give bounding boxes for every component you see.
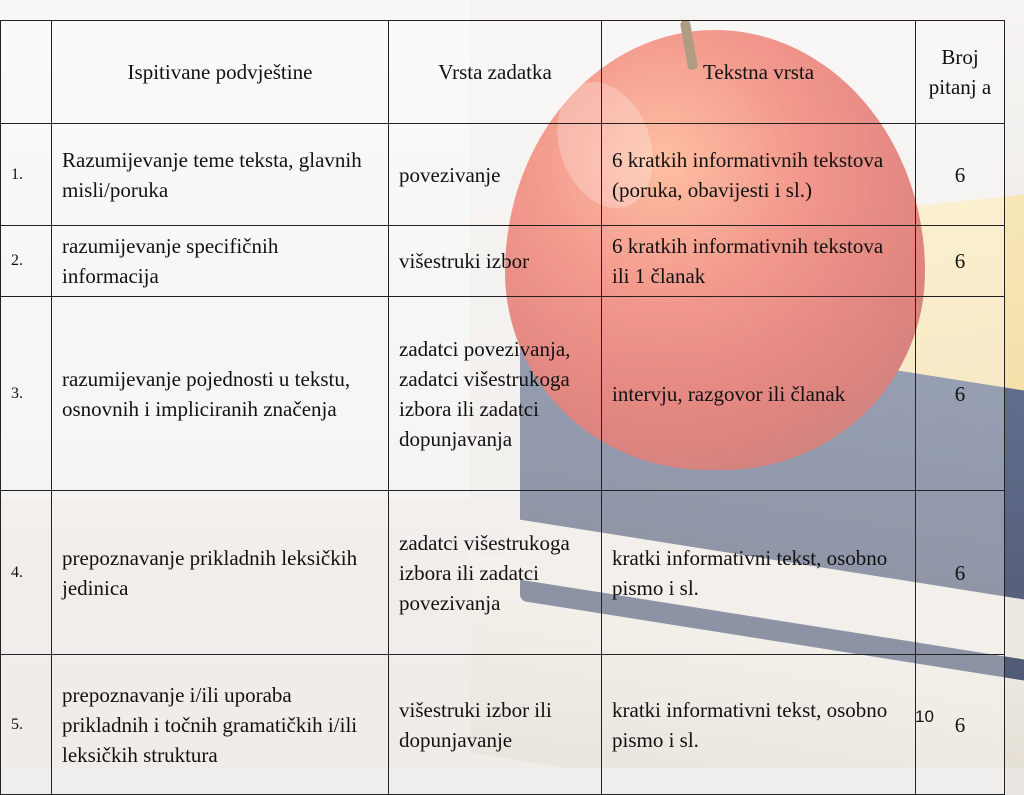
row-text-type: intervju, razgovor ili članak (602, 297, 916, 491)
row-task-type: višestruki izbor ili dopunjavanje (389, 655, 602, 795)
row-subskill: Razumijevanje teme teksta, glavnih misli/poruka (52, 124, 389, 226)
header-question-count: Broj pitanj a (916, 21, 1005, 124)
header-text-type: Tekstna vrsta (602, 21, 916, 124)
table-row (1, 297, 1005, 491)
row-number: 4. (1, 491, 52, 655)
row-subskill: razumijevanje pojednosti u tekstu, osnovnih i impliciranih značenja (52, 297, 389, 491)
table-header-row (1, 21, 1005, 124)
row-number: 2. (1, 226, 52, 297)
table-row (1, 124, 1005, 226)
row-text-type: 6 kratkih informativnih tekstova (poruka, obavijesti i sl.) (602, 124, 916, 226)
row-question-count: 6 (916, 297, 1005, 491)
row-number: 1. (1, 124, 52, 226)
row-task-type: višestruki izbor (389, 226, 602, 297)
exam-structure-table (0, 20, 1005, 795)
row-text-type: kratki informativni tekst, osobno pismo i sl. (602, 655, 916, 795)
row-task-type: zadatci višestrukoga izbora ili zadatci povezivanja (389, 491, 602, 655)
row-subskill: prepoznavanje prikladnih leksičkih jedinica (52, 491, 389, 655)
row-subskill: prepoznavanje i/ili uporaba prikladnih i točnih gramatičkih i/ili leksičkih struktura (52, 655, 389, 795)
row-number: 3. (1, 297, 52, 491)
row-subskill: razumijevanje specifičnih informacija (52, 226, 389, 297)
row-question-count: 6 (916, 655, 1005, 795)
header-number (1, 21, 52, 124)
header-subskills: Ispitivane podvještine (52, 21, 389, 124)
row-question-count: 6 (916, 226, 1005, 297)
table-row (1, 226, 1005, 297)
row-task-type: povezivanje (389, 124, 602, 226)
row-text-type: 6 kratkih informativnih tekstova ili 1 članak (602, 226, 916, 297)
row-task-type: zadatci povezivanja, zadatci višestrukoga izbora ili zadatci dopunjavanja (389, 297, 602, 491)
table-row (1, 491, 1005, 655)
slide-number: 10 (915, 707, 934, 726)
table-row (1, 655, 1005, 795)
row-question-count: 6 (916, 491, 1005, 655)
row-number: 5. (1, 655, 52, 795)
row-question-count: 6 (916, 124, 1005, 226)
header-task-type: Vrsta zadatka (389, 21, 602, 124)
row-text-type: kratki informativni tekst, osobno pismo i sl. (602, 491, 916, 655)
